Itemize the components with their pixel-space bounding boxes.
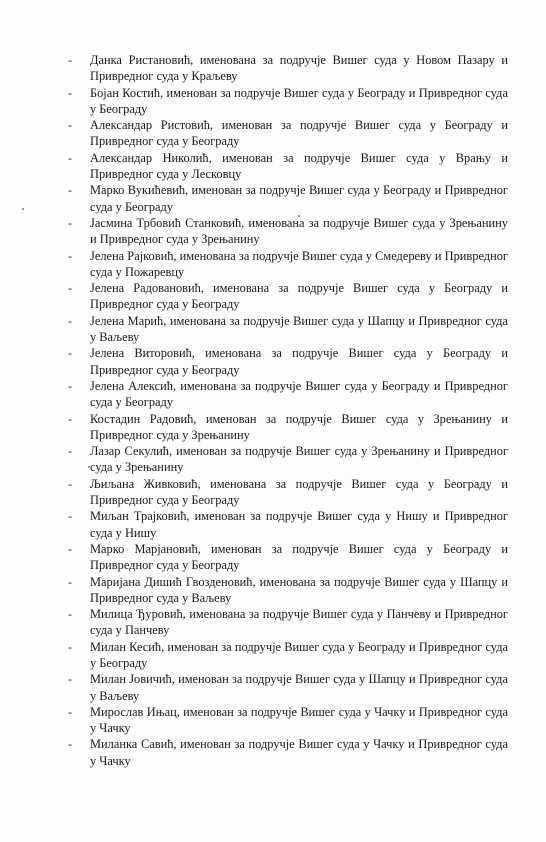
list-bullet-dash: - (68, 444, 72, 459)
appointee-entry-text: Александар Ристовић, именован за подручје Вишег суда у Београду и Привредног суда у Београду (90, 118, 508, 149)
list-bullet-dash: - (68, 248, 72, 263)
list-item (68, 639, 508, 672)
list-item (68, 541, 508, 574)
appointee-entry-text: Миланка Савић, именован за подручје Вишег суда у Чачку и Привредног суда у Чачку (90, 737, 508, 768)
list-bullet-dash: - (68, 281, 72, 296)
appointee-entry-text: Костадин Радовић, именован за подручје Вишег суда у Зрењанину и Привредног суда у Зрењанину (90, 411, 508, 442)
appointee-entry-text: Данка Ристановић, именована за подручје Вишег суда у Новом Пазару и Привредног суда у Краљеву (90, 53, 508, 84)
list-bullet-dash: - (68, 574, 72, 589)
list-item (68, 704, 508, 737)
appointee-entry-text: Миљан Трајковић, именован за подручје Вишег суда у Нишу и Привредног суда у Нишу (90, 509, 508, 540)
list-bullet-dash: - (68, 183, 72, 198)
list-bullet-dash: - (68, 704, 72, 719)
list-item (68, 574, 508, 607)
list-item (68, 280, 508, 313)
list-item (68, 52, 508, 85)
list-item (68, 345, 508, 378)
list-bullet-dash: - (68, 476, 72, 491)
appointee-entry-text: Милан Кесић, именован за подручје Вишег суда у Београду и Привредног суда у Београду (90, 639, 508, 670)
appointee-entry-text: Јелена Рајковић, именована за подручје Вишег суда у Смедереву и Привредног суда у Пожаревцу (90, 248, 508, 279)
list-item (68, 215, 508, 248)
appointee-list (68, 52, 508, 769)
appointee-entry-text: Марко Марјановић, именован за подручје Вишег суда у Београду и Привредног суда у Београду (90, 541, 508, 573)
list-bullet-dash: - (68, 672, 72, 687)
list-item (68, 476, 508, 509)
appointee-entry-text: Марко Вукићевић, именован за подручје Вишег суда у Београду и Привредног суда у Београду (90, 183, 508, 214)
appointee-entry-text: Милан Јовичић, именован за подручје Вишег суда у Шапцу и Привредног суда у Ваљеву (90, 672, 508, 703)
appointee-entry-text: Александар Николић, именован за подручје Вишег суда у Врању и Привредног суда у Лесковцу (90, 150, 508, 182)
list-bullet-dash: - (68, 639, 72, 654)
appointee-entry-text: Милица Ђуровић, именована за подручје Вишег суда у Панчеву и Привредног суда у Панчеву (90, 607, 508, 638)
list-item (68, 606, 508, 639)
list-item (68, 150, 508, 183)
appointee-entry-text: Јелена Виторовић, именована за подручје Вишег суда у Београду и Привредног суда у Београду (90, 346, 508, 377)
appointee-entry-text: Јелена Радовановић, именована за подручје Вишег суда у Београду и Привредног суда у Београду (90, 281, 508, 312)
list-bullet-dash: - (68, 378, 72, 393)
scan-speck (22, 208, 24, 210)
list-bullet-dash: - (68, 215, 72, 230)
list-bullet-dash: - (68, 411, 72, 426)
list-bullet-dash: - (68, 346, 72, 361)
list-item (68, 671, 508, 704)
list-item (68, 182, 508, 215)
list-bullet-dash: - (68, 737, 72, 752)
list-bullet-dash: - (68, 85, 72, 100)
list-item (68, 443, 508, 476)
appointee-entry-text: Бојан Костић, именован за подручје Вишег суда у Београду и Привредног суда у Београду (90, 85, 508, 116)
list-bullet-dash: - (68, 313, 72, 328)
appointee-entry-text: Мирослав Ињац, именован за подручје Вишег суда у Чачку и Привредног суда у Чачку (90, 704, 508, 736)
list-bullet-dash: - (68, 150, 72, 165)
list-bullet-dash: - (68, 118, 72, 133)
list-item (68, 508, 508, 541)
list-bullet-dash: - (68, 509, 72, 524)
appointee-entry-text: Маријана Дишић Гвозденовић, именована за подручје Вишег суда у Шапцу и Привредног суда у Ваљеву (90, 574, 508, 605)
appointee-entry-text: Лазар Секулић, именован за подручје Вишег суда у Зрењанину и Привредног суда у Зрењанину (90, 444, 508, 475)
list-item (68, 378, 508, 411)
list-item (68, 117, 508, 150)
list-bullet-dash: - (68, 53, 72, 67)
list-item (68, 248, 508, 281)
appointee-entry-text: Љиљана Живковић, именована за подручје Вишег суда у Београду и Привредног суда у Београду (90, 476, 508, 508)
list-bullet-dash: - (68, 607, 72, 622)
appointee-entry-text: Јелена Марић, именована за подручје Вишег суда у Шапцу и Привредног суда у Ваљеву (90, 313, 508, 345)
list-item (68, 736, 508, 769)
list-item (68, 85, 508, 118)
appointee-entry-text: Јасмина Трбовић Станковић, именована за подручје Вишег суда у Зрењанину и Привредног суда у Зрењанину (90, 215, 508, 247)
list-item (68, 411, 508, 444)
list-item (68, 313, 508, 346)
list-bullet-dash: - (68, 541, 72, 556)
appointee-entry-text: Јелена Алексић, именована за подручје Вишег суда у Београду и Привредног суда у Београду (90, 378, 508, 410)
